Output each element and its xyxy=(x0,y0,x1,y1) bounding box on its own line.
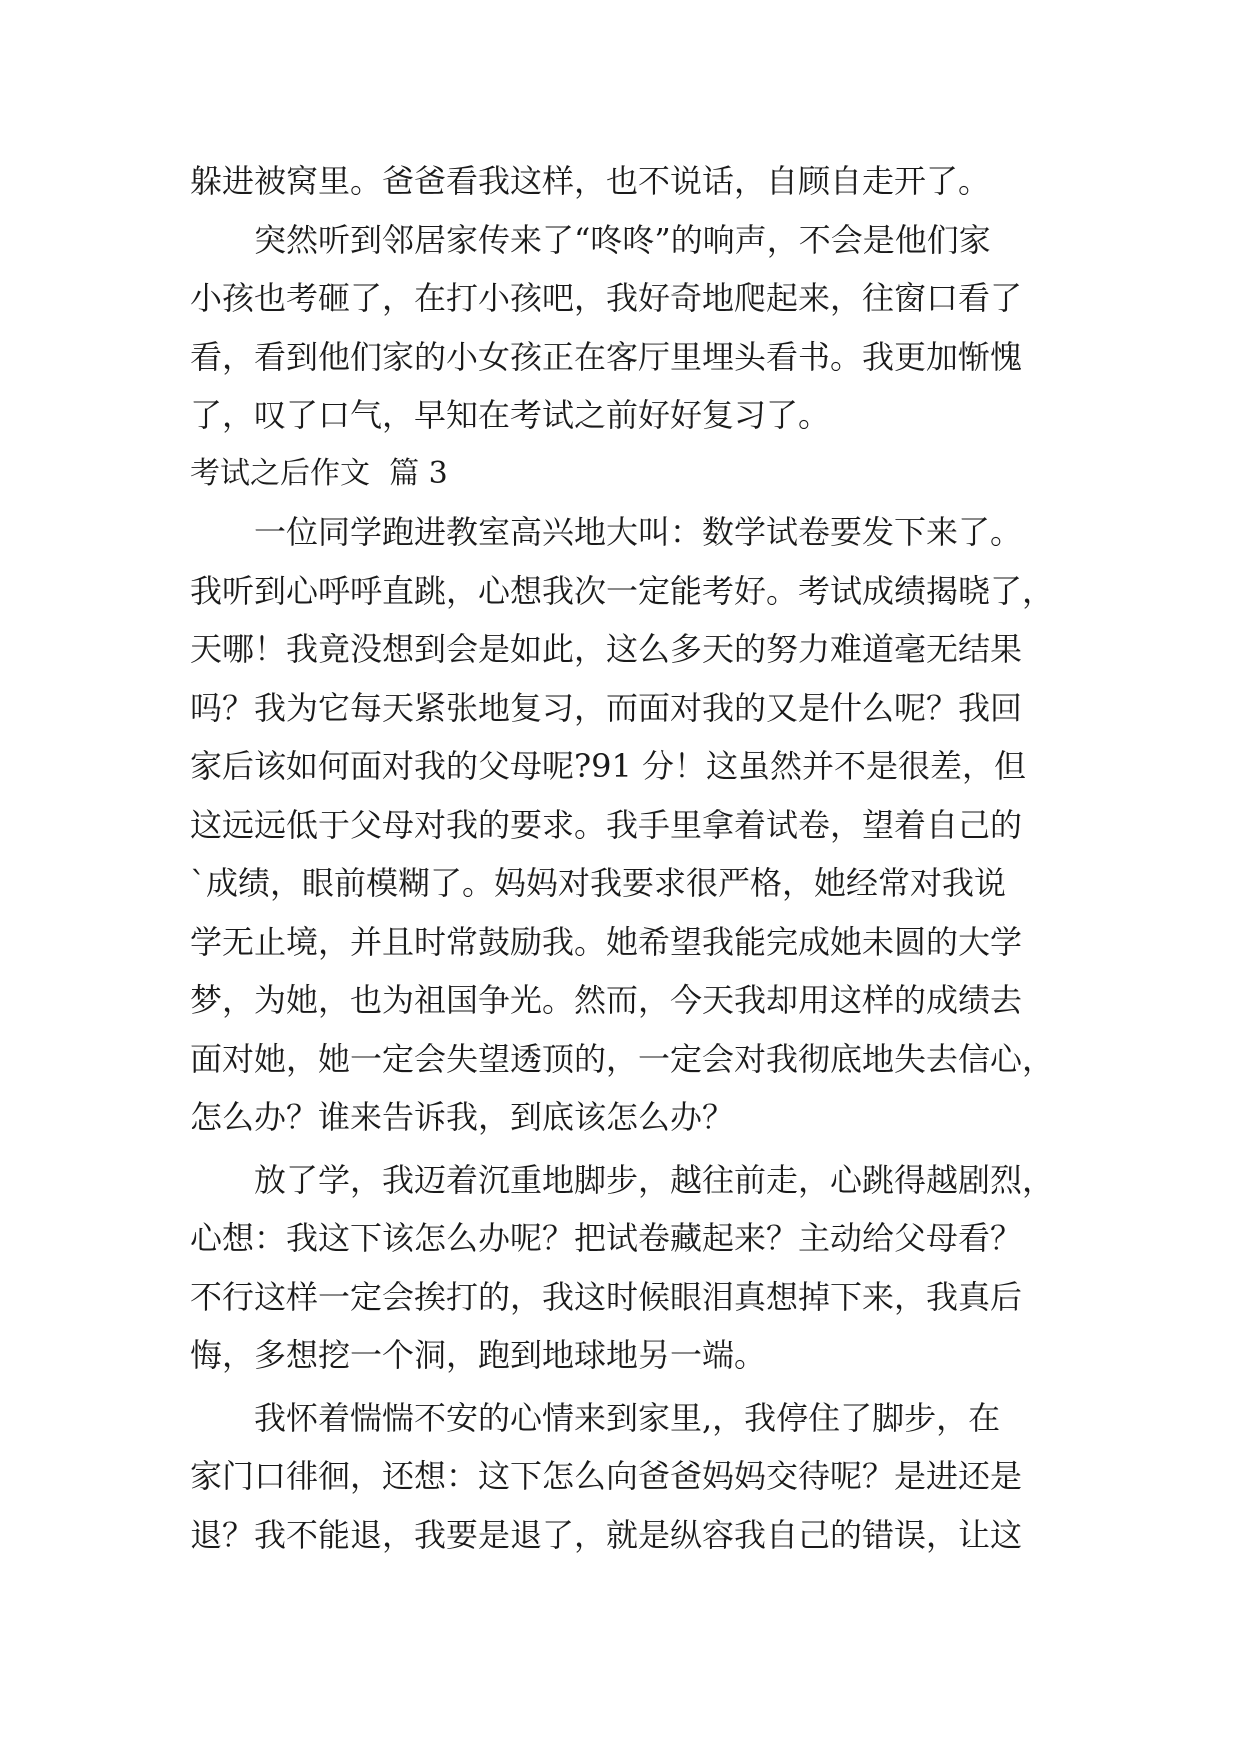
paragraph-after-school xyxy=(190,1151,1090,1385)
text-line: 吗？我为它每天紧张地复习，而面对我的又是什么呢？我回 xyxy=(190,688,1023,727)
section-heading xyxy=(190,445,1090,504)
text-line: 心想：我这下该怎么办呢？把试卷藏起来？主动给父母看？ xyxy=(190,1219,1023,1257)
text-line: 面对她，她一定会失望透顶的，一定会对我彻底地失去信心， xyxy=(190,1039,1055,1078)
text-line: 悔，多想挖一个洞，跑到地球地另一端。 xyxy=(190,1336,767,1374)
text-line: 家后该如何面对我的父母呢?91 分！这虽然并不是很差，但 xyxy=(190,747,1027,785)
text-line: 我怀着惴惴不安的心情来到家里,，我停住了脚步，在 xyxy=(254,1398,1001,1437)
paragraph-exam-results xyxy=(190,503,1090,1147)
text-line: 学无止境，并且时常鼓励我。她希望我能完成她未圆的大学 xyxy=(190,922,1023,961)
text-line: 怎么办？谁来告诉我，到底该怎么办？ xyxy=(190,1098,735,1136)
text-line: 放了学，我迈着沉重地脚步，越往前走，心跳得越剧烈， xyxy=(254,1160,1055,1199)
text-line: 了，叹了口气，早知在考试之前好好复习了。 xyxy=(190,396,831,434)
text-line: 我听到心呼呼直跳，心想我次一定能考好。考试成绩揭晓了， xyxy=(190,571,1055,610)
document-body xyxy=(190,152,1090,1564)
text-line: 一位同学跑进教室高兴地大叫：数学试卷要发下来了。 xyxy=(254,513,1023,551)
text-line: 躲进被窝里。爸爸看我这样，也不说话，自顾自走开了。 xyxy=(190,162,991,200)
text-line: 退？我不能退，我要是退了，就是纵容我自己的错误，让这 xyxy=(190,1515,1023,1554)
text-line: `成绩，眼前模糊了。妈妈对我要求很严格，她经常对我说 xyxy=(190,864,1007,902)
text-line: 天哪！我竟没想到会是如此，这么多天的努力难道毫无结果 xyxy=(190,630,1023,668)
paragraph-continued xyxy=(190,152,1090,211)
paragraph-at-door xyxy=(190,1389,1090,1565)
paragraph-neighbor-sound xyxy=(190,211,1090,445)
text-line: 突然听到邻居家传来了“咚咚”的响声，不会是他们家 xyxy=(254,220,991,259)
text-line: 小孩也考砸了，在打小孩吧，我好奇地爬起来，往窗口看了 xyxy=(190,279,1023,317)
text-line: 看，看到他们家的小女孩正在客厅里埋头看书。我更加惭愧 xyxy=(190,337,1023,376)
text-line: 家门口徘徊，还想：这下怎么向爸爸妈妈交待呢？是进还是 xyxy=(190,1457,1023,1495)
text-line: 不行这样一定会挨打的，我这时候眼泪真想掉下来，我真后 xyxy=(190,1277,1023,1316)
heading-text: 考试之后作文 篇 3 xyxy=(190,455,448,491)
text-line: 这远远低于父母对我的要求。我手里拿着试卷，望着自己的 xyxy=(190,805,1023,844)
text-line: 梦，为她，也为祖国争光。然而，今天我却用这样的成绩去 xyxy=(190,981,1023,1019)
